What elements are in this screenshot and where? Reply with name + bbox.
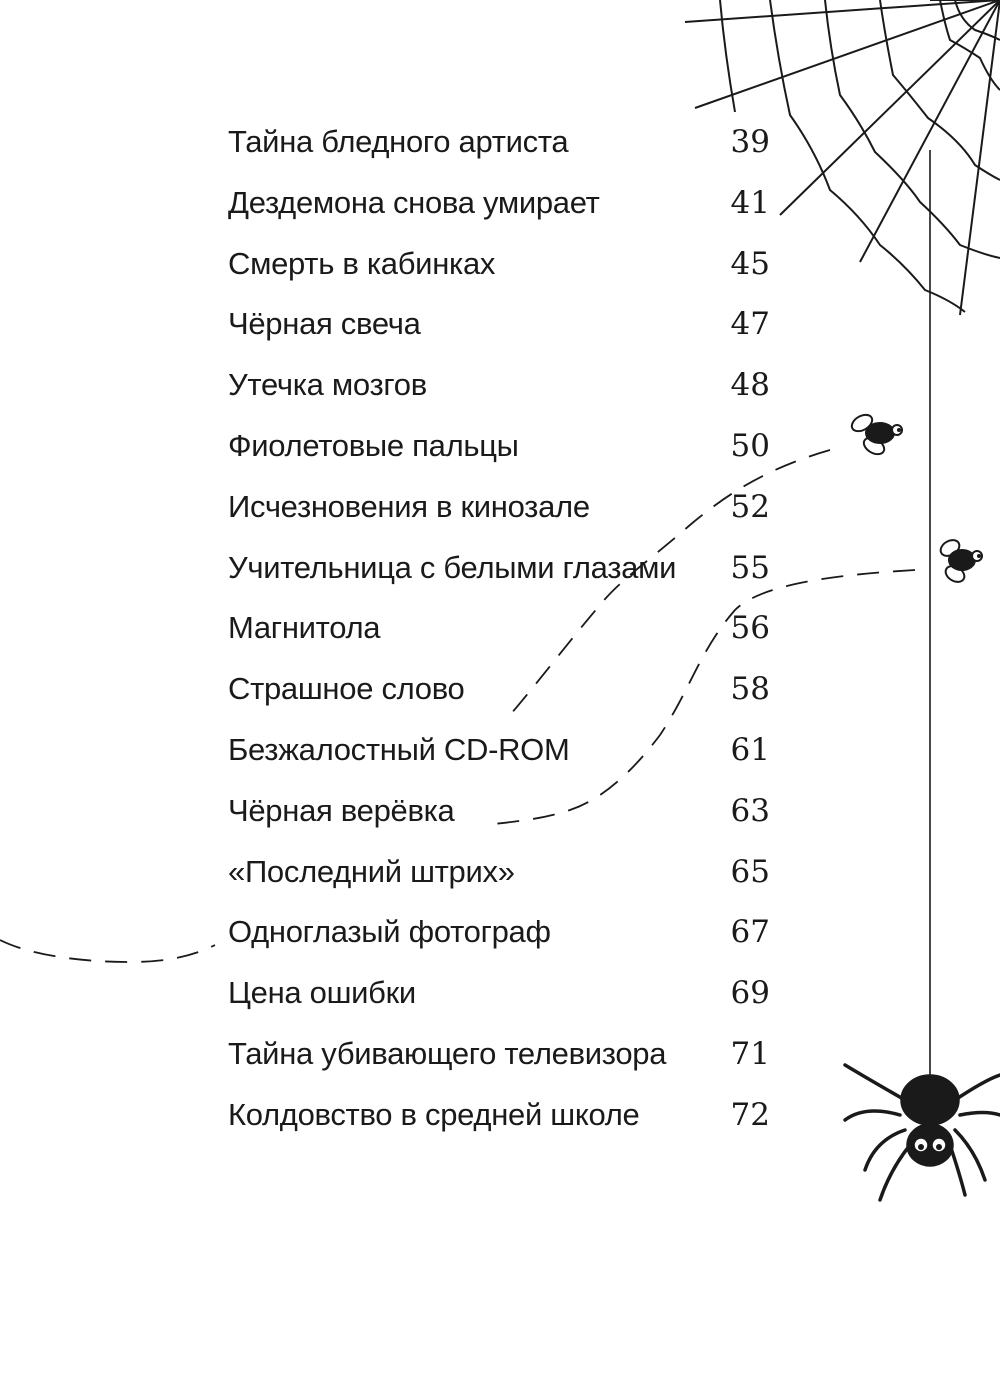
toc-entry-title: Чёрная свеча	[228, 306, 421, 342]
toc-entry-page: 52	[730, 488, 770, 525]
toc-entry-page: 58	[730, 671, 770, 708]
toc-entry-page: 69	[730, 975, 770, 1012]
toc-entry[interactable]	[228, 789, 788, 850]
toc-entry-page: 47	[730, 306, 770, 343]
toc-entry-title: Магнитола	[228, 610, 381, 646]
toc-entry-title: Утечка мозгов	[228, 367, 427, 403]
toc-entry[interactable]	[228, 181, 788, 242]
toc-entry[interactable]	[228, 606, 788, 667]
spider-icon	[845, 1065, 1000, 1200]
toc-entry[interactable]	[228, 242, 788, 303]
toc-entry-title: Смерть в кабинках	[228, 245, 496, 281]
toc-entry[interactable]	[228, 1032, 788, 1093]
toc-entry-title: Страшное слово	[228, 671, 465, 707]
toc-entry[interactable]	[228, 667, 788, 728]
toc-entry[interactable]	[228, 424, 788, 485]
toc-entry-title: Чёрная верёвка	[228, 792, 455, 828]
table-of-contents	[228, 120, 788, 1154]
toc-entry-title: Тайна убивающего телевизора	[228, 1035, 667, 1071]
toc-entry-page: 65	[730, 853, 770, 890]
toc-entry-title: Фиолетовые пальцы	[228, 427, 519, 463]
toc-entry-title: Колдовство в средней школе	[228, 1096, 640, 1132]
toc-entry-title: Тайна бледного артиста	[228, 124, 569, 159]
toc-entry-page: 45	[730, 245, 770, 282]
toc-entry-title: «Последний штрих»	[228, 853, 515, 889]
toc-entry[interactable]	[228, 1093, 788, 1154]
toc-entry-title: Учительница с белыми глазами	[228, 549, 677, 585]
toc-entry[interactable]	[228, 546, 788, 607]
toc-entry-page: 63	[730, 792, 770, 829]
toc-entry-page: 48	[730, 367, 770, 404]
toc-entry[interactable]	[228, 728, 788, 789]
toc-entry-title: Одноглазый фотограф	[228, 914, 551, 950]
toc-entry[interactable]	[228, 910, 788, 971]
toc-entry-page: 61	[730, 731, 770, 768]
toc-entry[interactable]	[228, 850, 788, 911]
toc-entry[interactable]	[228, 971, 788, 1032]
fly-icon	[938, 537, 982, 585]
toc-entry[interactable]	[228, 485, 788, 546]
toc-entry-title: Дездемона снова умирает	[228, 184, 600, 220]
toc-entry[interactable]	[228, 302, 788, 363]
toc-entry-page: 55	[730, 549, 770, 586]
toc-entry-title: Цена ошибки	[228, 975, 416, 1011]
toc-entry-title: Исчезновения в кинозале	[228, 488, 590, 524]
fly-flight-path	[0, 940, 215, 962]
toc-entry-page: 41	[730, 184, 770, 221]
toc-entry-title: Безжалостный CD-ROM	[228, 731, 570, 767]
toc-entry-page: 56	[730, 610, 770, 647]
toc-entry-page: 67	[730, 914, 770, 951]
toc-entry-page: 50	[730, 427, 770, 464]
toc-entry-page: 71	[730, 1035, 770, 1072]
fly-icon	[849, 411, 902, 457]
toc-entry-page: 72	[730, 1096, 770, 1133]
toc-entry-page: 39	[730, 124, 770, 160]
toc-entry[interactable]	[228, 120, 788, 181]
toc-entry[interactable]	[228, 363, 788, 424]
